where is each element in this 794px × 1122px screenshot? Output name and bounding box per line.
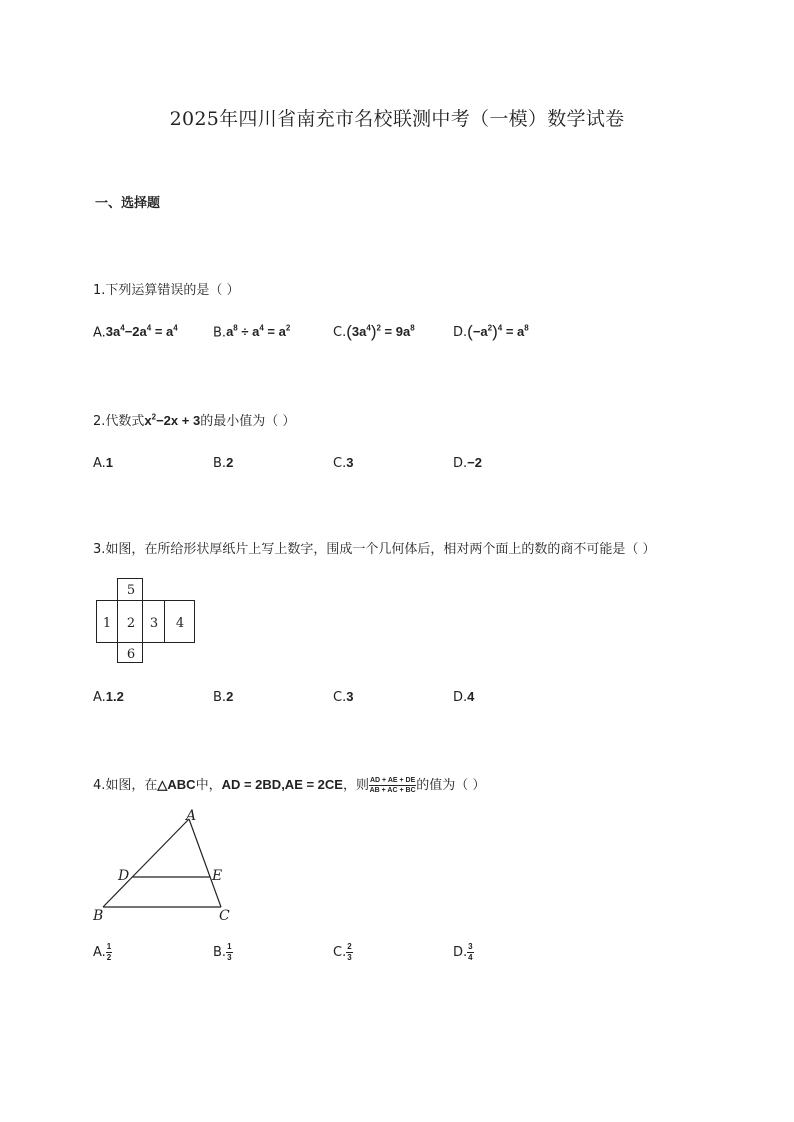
- q3-option-d[interactable]: D.4: [453, 689, 475, 705]
- q2-option-b[interactable]: B.2: [213, 455, 234, 471]
- option-prefix: A.: [93, 325, 106, 341]
- page-title: 2025年四川省南充市名校联测中考（一模）数学试卷: [169, 108, 625, 130]
- question-4-stem: 4.如图，在△ABC中，AD = 2BD,AE = 2CE，则 $\frac{AD + AE + DE}{AB + AC + BC}$ 的值为（ ）: [93, 777, 486, 794]
- q4-option-b[interactable]: B. $\frac{1}{3}$: [213, 942, 232, 962]
- option-prefix: D.: [453, 325, 468, 340]
- q2-option-d[interactable]: D.−2: [453, 455, 482, 471]
- option-prefix: B.: [213, 325, 227, 341]
- vertex-label-d: D: [118, 868, 130, 884]
- q3-option-b[interactable]: B.2: [213, 689, 234, 705]
- q1-option-d[interactable]: [453, 322, 529, 342]
- q3-option-c[interactable]: C.3: [333, 689, 354, 705]
- ratio-fraction: $\frac{AD + AE + DE}{AB + AC + BC}$: [369, 777, 416, 794]
- option-prefix: C.: [333, 325, 347, 340]
- option-expression: $a^8 \div a^4 = a^2$: [226, 324, 291, 340]
- net-face-2: 2: [126, 616, 136, 631]
- vertex-label-e: E: [212, 868, 223, 884]
- question-3-stem: 3.如图，在所给形状厚纸片上写上数字，围成一个几何体后，相对两个面上的数的商不可能是（ ）: [93, 542, 656, 557]
- vertex-label-b: B: [93, 908, 104, 924]
- section-heading: 一、选择题: [95, 196, 161, 211]
- question-1-stem: 1.下列运算错误的是（ ）: [93, 283, 240, 298]
- option-expression: $3a^4-2a^4 = a^4$: [105, 324, 178, 340]
- option-expression: $(-a^2)^4 = a^8$: [467, 322, 529, 341]
- triangle-figure: [90, 806, 240, 924]
- net-face-top: 5: [126, 583, 136, 598]
- question-2-stem: 2.代数式$x^2-2x + 3$的最小值为（ ）: [93, 412, 296, 429]
- q4-option-d[interactable]: D. $\frac{3}{4}$: [453, 942, 473, 962]
- q1-option-c[interactable]: [333, 322, 415, 342]
- q2-option-a[interactable]: A.1: [93, 455, 114, 471]
- q1-option-b[interactable]: [213, 324, 290, 340]
- vertex-label-a: A: [186, 808, 197, 824]
- q2-option-c[interactable]: C.3: [333, 455, 354, 471]
- option-expression: $(3a^4)^2 = 9a^8$: [346, 322, 415, 341]
- q1-option-a[interactable]: [93, 324, 178, 340]
- cube-net-figure: [94, 578, 198, 664]
- q4-option-a[interactable]: A. $\frac{1}{2}$: [93, 942, 112, 962]
- net-face-1: 1: [102, 616, 112, 631]
- net-face-3: 3: [149, 616, 159, 631]
- q4-option-c[interactable]: C. $\frac{2}{3}$: [333, 942, 352, 962]
- q3-option-a[interactable]: A.1.2: [93, 689, 124, 705]
- net-face-bottom: 6: [126, 647, 136, 662]
- vertex-label-c: C: [219, 908, 230, 924]
- net-face-4: 4: [175, 616, 185, 631]
